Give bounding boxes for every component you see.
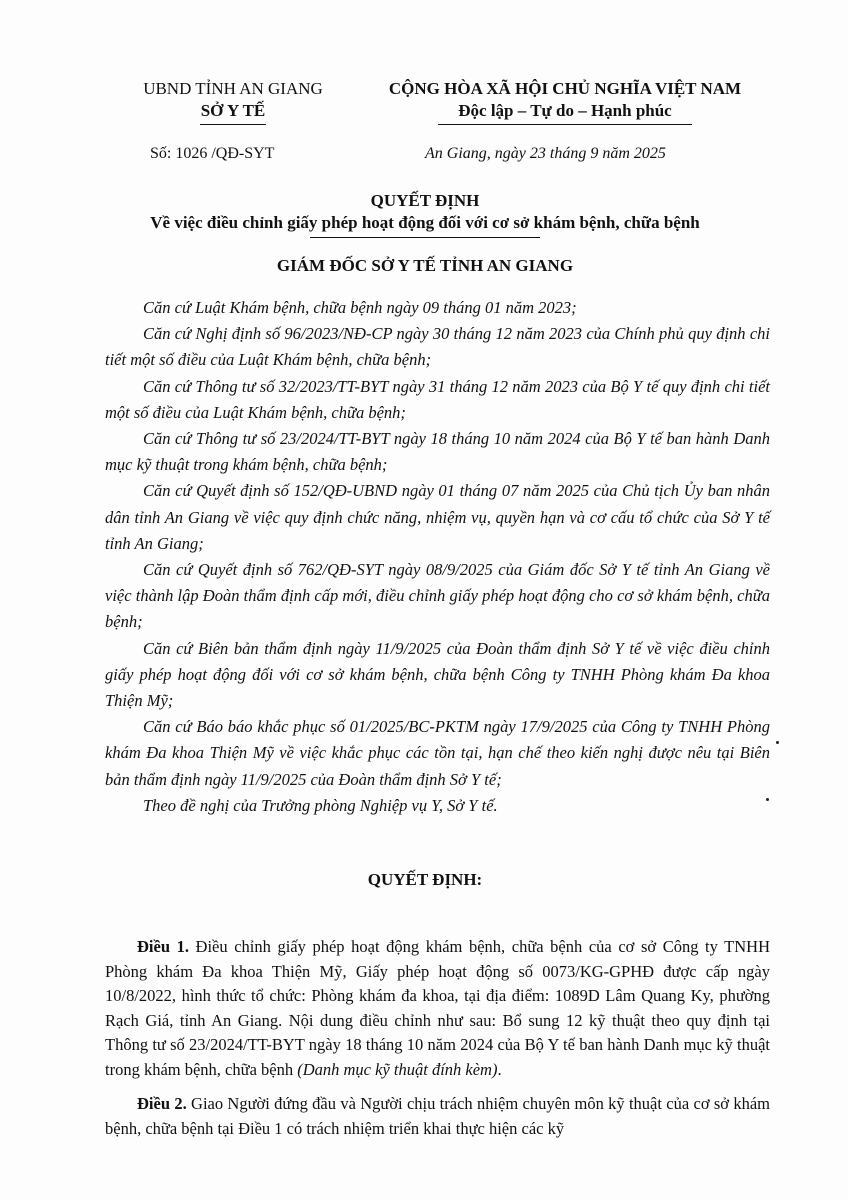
country-name: CỘNG HÒA XÃ HỘI CHỦ NGHĨA VIỆT NAM bbox=[388, 79, 742, 98]
issuing-department: SỞ Y TẾ bbox=[200, 101, 266, 120]
document-number: Số: 1026 /QĐ-SYT bbox=[150, 145, 275, 162]
article-text: Điều chỉnh giấy phép hoạt động khám bệnh, chữa bệnh của cơ sở Công ty TNHH Phòng khám Đa khoa Thiện Mỹ, Giấy phép hoạt động số 0073/KG-GPHĐ được cấp ngày 10/8/2022, hình thức tổ chức: Phòng khám đa khoa, tại địa điểm: 1089D Lâm Quang Ky, phường Rạch Giá, tỉnh An Giang. Nội dung điều chỉnh như sau: Bổ sung 12 kỹ thuật theo quy định tại Thông tư số 23/2024/TT-BYT ngày 18 tháng 10 năm 2024 của Bộ Y tế ban hành Danh mục kỹ thuật trong khám bệnh, chữa bệnh bbox=[105, 937, 770, 1079]
decision-title-block bbox=[60, 190, 790, 238]
national-title-block bbox=[350, 78, 780, 125]
legal-basis-item: Căn cứ Báo báo khắc phục số 01/2025/BC-PKTM ngày 17/9/2025 của Công ty TNHH Phòng khám Đa khoa Thiện Mỹ về việc khắc phục các tồn tại, hạn chế theo kiến nghị được nêu tại Biên bản thẩm định ngày 11/9/2025 của Đoàn thẩm định Sở Y tế; bbox=[105, 717, 770, 789]
legal-basis-item: Căn cứ Nghị định số 96/2023/NĐ-CP ngày 30 tháng 12 năm 2023 của Chính phủ quy định chi tiết một số điều của Luật Khám bệnh, chữa bệnh; bbox=[105, 324, 770, 370]
legal-basis-item: Căn cứ Biên bản thẩm định ngày 11/9/2025 của Đoàn thẩm định Sở Y tế về việc điều chỉnh giấy phép hoạt động đối với cơ sở khám bệnh, chữa bệnh Công ty TNHH Phòng khám Đa khoa Thiện Mỹ; bbox=[105, 638, 770, 711]
parent-organization: UBND TỈNH AN GIANG bbox=[143, 79, 323, 98]
legal-basis-item: Căn cứ Luật Khám bệnh, chữa bệnh ngày 09 tháng 01 năm 2023; bbox=[143, 298, 577, 317]
scan-speck bbox=[766, 798, 769, 801]
motto-underline bbox=[438, 124, 692, 125]
article-1 bbox=[105, 935, 770, 1082]
legal-basis-item: Căn cứ Quyết định số 762/QĐ-SYT ngày 08/9/2025 của Giám đốc Sở Y tế tỉnh An Giang về việc thành lập Đoàn thẩm định cấp mới, điều chỉnh giấy phép hoạt động cho cơ sở khám bệnh, chữa bệnh; bbox=[105, 560, 770, 632]
legal-basis-item: Căn cứ Thông tư số 32/2023/TT-BYT ngày 31 tháng 12 năm 2023 của Bộ Y tế quy định chi tiết một số điều của Luật Khám bệnh, chữa bệnh; bbox=[105, 376, 770, 422]
legal-basis-item: Theo đề nghị của Trưởng phòng Nghiệp vụ Y, Sở Y tế. bbox=[143, 795, 498, 815]
issuing-authority: GIÁM ĐỐC SỞ Y TẾ TỈNH AN GIANG bbox=[276, 256, 574, 275]
legal-basis-item: Căn cứ Thông tư số 23/2024/TT-BYT ngày 18 tháng 10 năm 2024 của Bộ Y tế ban hành Danh mục kỹ thuật trong khám bệnh, chữa bệnh; bbox=[105, 429, 770, 475]
article-tail: . bbox=[497, 1059, 502, 1079]
article-note: (Danh mục kỹ thuật đính kèm) bbox=[297, 1059, 498, 1079]
article-text: Giao Người đứng đầu và Người chịu trách nhiệm chuyên môn kỹ thuật của cơ sở khám bệnh, chữa bệnh tại Điều 1 có trách nhiệm triển khai thực hiện các kỹ bbox=[105, 1094, 770, 1138]
article-label: Điều 2. bbox=[137, 1094, 187, 1113]
agency-underline bbox=[200, 124, 266, 125]
articles bbox=[105, 935, 770, 1151]
subject-underline bbox=[310, 237, 540, 238]
issuing-agency-block bbox=[128, 78, 338, 125]
decision-subject: Về việc điều chỉnh giấy phép hoạt động đối với cơ sở khám bệnh, chữa bệnh bbox=[150, 213, 700, 232]
article-label: Điều 1. bbox=[137, 937, 189, 956]
scan-speck bbox=[776, 741, 779, 744]
decide-heading: QUYẾT ĐỊNH: bbox=[367, 870, 483, 889]
legal-basis-item: Căn cứ Quyết định số 152/QĐ-UBND ngày 01 tháng 07 năm 2025 của Chủ tịch Ủy ban nhân dân tỉnh An Giang về việc quy định chức năng, nhiệm vụ, quyền hạn và cơ cấu tổ chức của Sở Y tế tỉnh An Giang; bbox=[105, 481, 770, 553]
document-date: An Giang, ngày 23 tháng 9 năm 2025 bbox=[425, 145, 666, 162]
decision-title: QUYẾT ĐỊNH bbox=[370, 191, 480, 210]
national-motto: Độc lập – Tự do – Hạnh phúc bbox=[458, 101, 672, 120]
legal-bases bbox=[105, 295, 770, 819]
article-2 bbox=[105, 1092, 770, 1141]
